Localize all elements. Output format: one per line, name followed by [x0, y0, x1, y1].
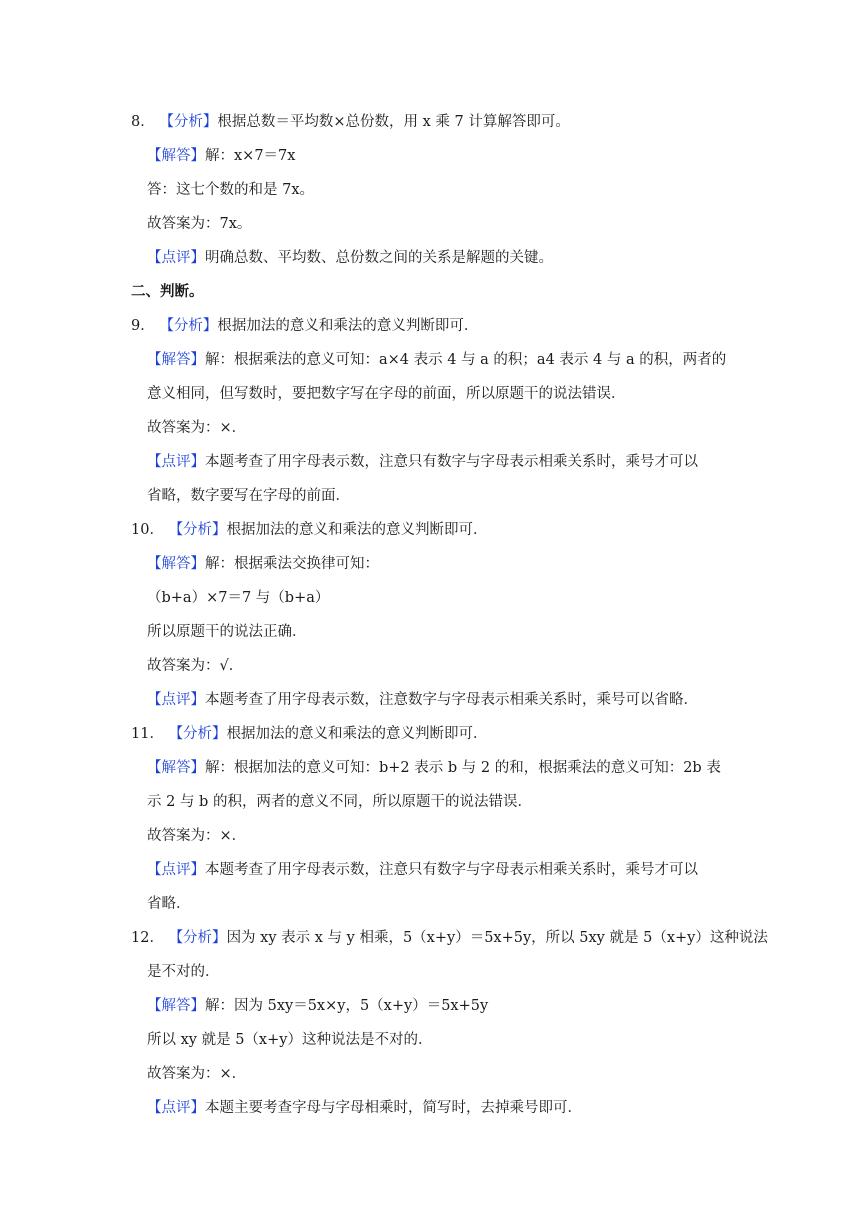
q10-solution-line — [147, 554, 379, 574]
comment-text: 明确总数、平均数、总份数之间的关系是解题的关键。 — [205, 250, 553, 266]
comment-text: 本题主要考查字母与字母相乘时，简写时，去掉乘号即可． — [205, 1100, 582, 1116]
comment-text: 本题考查了用字母表示数，注意只有数字与字母表示相乘关系时，乘号才可以 — [205, 454, 698, 470]
q9-final-answer: 故答案为：×． — [147, 420, 247, 436]
analysis-text: 根据加法的意义和乘法的意义判断即可． — [226, 522, 488, 538]
section-heading: 二、判断。 — [131, 283, 204, 300]
q12-analysis-line — [131, 928, 768, 948]
q8-answer-line: 答：这七个数的和是 7x。 — [147, 182, 315, 198]
analysis-text: 根据加法的意义和乘法的意义判断即可． — [226, 726, 488, 742]
q11-solution-line-2: 示 2 与 b 的积，两者的意义不同，所以原题干的说法错误． — [147, 794, 532, 810]
q8-analysis-line — [131, 112, 570, 132]
question-number: 12． — [131, 930, 164, 946]
analysis-tag: 【分析】 — [159, 114, 218, 130]
q12-comment-line — [147, 1098, 582, 1118]
solution-tag: 【解答】 — [147, 760, 205, 776]
solution-text: 解：因为 5xy＝5x×y，5（x+y）＝5x+5y — [205, 998, 489, 1014]
q12-analysis-line-2: 是不对的． — [147, 964, 220, 980]
analysis-text: 根据总数＝平均数×总份数，用 x 乘 7 计算解答即可。 — [217, 114, 570, 130]
q11-analysis-line — [131, 724, 488, 744]
q9-comment-line — [147, 452, 698, 472]
comment-tag: 【点评】 — [147, 862, 205, 878]
analysis-tag: 【分析】 — [168, 522, 227, 538]
analysis-text: 因为 xy 表示 x 与 y 相乘，5（x+y）＝5x+5y，所以 5xy 就是 5（x+y）这种说法 — [226, 930, 768, 946]
comment-text: 本题考查了用字母表示数，注意只有数字与字母表示相乘关系时，乘号才可以 — [205, 862, 698, 878]
q12-conclusion-line: 所以 xy 就是 5（x+y）这种说法是不对的． — [147, 1032, 433, 1048]
solution-text: 解：x×7＝7x — [205, 148, 296, 164]
question-number: 10． — [131, 522, 164, 538]
solution-tag: 【解答】 — [147, 352, 205, 368]
solution-tag: 【解答】 — [147, 998, 205, 1014]
comment-tag: 【点评】 — [147, 454, 205, 470]
q10-analysis-line — [131, 520, 488, 540]
analysis-tag: 【分析】 — [168, 930, 227, 946]
q11-final-answer: 故答案为：×． — [147, 828, 247, 844]
q11-solution-line — [147, 758, 721, 778]
question-number: 11． — [131, 726, 164, 742]
q8-final-answer: 故答案为：7x。 — [147, 216, 252, 232]
solution-tag: 【解答】 — [147, 556, 205, 572]
analysis-tag: 【分析】 — [159, 318, 218, 334]
q12-solution-line — [147, 996, 488, 1016]
q10-comment-line — [147, 690, 698, 710]
q8-solution-line — [147, 146, 295, 166]
q10-conclusion-line: 所以原题干的说法正确． — [147, 624, 307, 640]
question-number: 9． — [131, 318, 155, 334]
q9-solution-line-2: 意义相同，但写数时，要把数字写在字母的前面，所以原题干的说法错误． — [147, 386, 626, 402]
q11-comment-line — [147, 860, 698, 880]
question-number: 8． — [131, 114, 155, 130]
q12-final-answer: 故答案为：×． — [147, 1066, 247, 1082]
comment-text: 本题考查了用字母表示数，注意数字与字母表示相乘关系时，乘号可以省略． — [205, 692, 698, 708]
q9-comment-line-2: 省略，数字要写在字母的前面． — [147, 488, 350, 504]
q9-analysis-line — [131, 316, 478, 336]
comment-tag: 【点评】 — [147, 250, 205, 266]
solution-text: 解：根据加法的意义可知：b+2 表示 b 与 2 的和，根据乘法的意义可知：2b 表 — [205, 760, 721, 776]
q10-formula-line: （b+a）×7＝7 与（b+a） — [147, 590, 330, 606]
q11-comment-line-2: 省略． — [147, 896, 191, 912]
q10-final-answer: 故答案为：√． — [147, 658, 244, 674]
solution-tag: 【解答】 — [147, 148, 205, 164]
solution-text: 解：根据乘法交换律可知： — [205, 556, 379, 572]
solution-text: 解：根据乘法的意义可知：a×4 表示 4 与 a 的积；a4 表示 4 与 a 的积，两者的 — [205, 352, 727, 368]
q9-solution-line — [147, 350, 726, 370]
analysis-text: 根据加法的意义和乘法的意义判断即可． — [217, 318, 479, 334]
analysis-tag: 【分析】 — [168, 726, 227, 742]
comment-tag: 【点评】 — [147, 1100, 205, 1116]
q8-comment-line — [147, 248, 553, 268]
comment-tag: 【点评】 — [147, 692, 205, 708]
